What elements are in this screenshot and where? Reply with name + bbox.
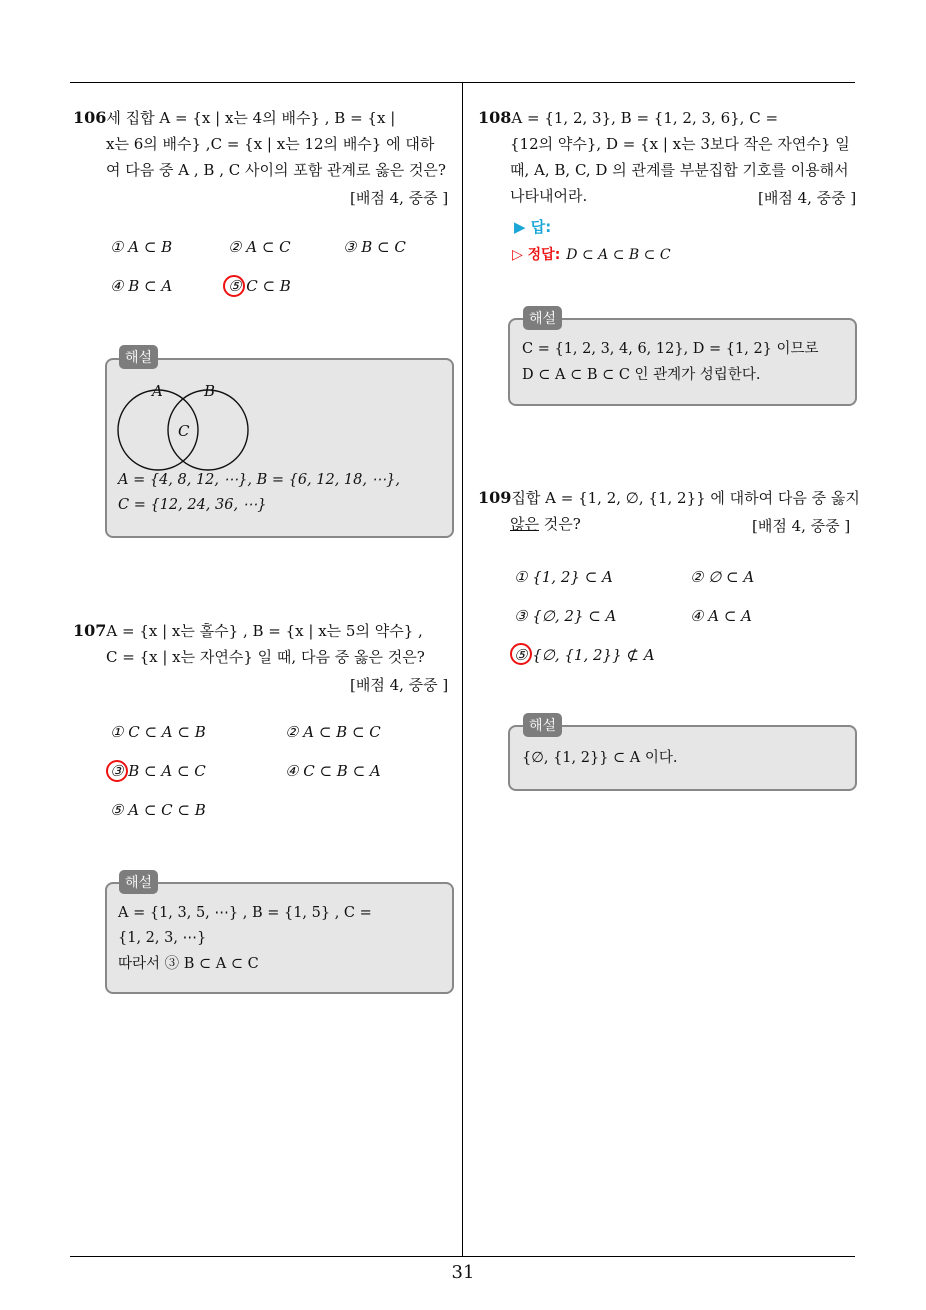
q108-line3: 때, A, B, C, D 의 관계를 부분집합 기호를 이용해서 [510,161,849,179]
q108-answer-label: ▶ 답: [514,218,552,236]
q108-correct-answer: ▷ 정답: D ⊂ A ⊂ B ⊂ C [512,247,671,263]
q107-choice-1[interactable]: ① C ⊂ A ⊂ B [110,723,206,741]
q106-answer-mark [223,275,245,297]
q106-choice-3[interactable]: ③ B ⊂ C [343,238,406,256]
q109-line1: 109집합 A = {1, 2, ∅, {1, 2}} 에 대하여 다음 중 옳지 [478,488,860,507]
q108-line1: 108A = {1, 2, 3}, B = {1, 2, 3, 6}, C = [478,108,779,127]
q109-line2: 않은 것은? [510,515,581,533]
q107-score: [배점 4, 중중 ] [350,676,449,694]
q107-line1: 107A = {x | x는 홀수} , B = {x | x는 5의 약수} , [73,621,423,640]
q107-choice-5[interactable]: ⑤ A ⊂ C ⊂ B [110,801,206,819]
q108-explain-tag: 해설 [523,306,562,330]
q109-explain-line1: {∅, {1, 2}} ⊂ A 이다. [522,750,678,766]
q106-choice-1[interactable]: ① A ⊂ B [110,238,173,256]
column-divider [462,82,463,1257]
q108-line4: 나타내어라. [510,187,588,205]
q107-explain-tag: 해설 [119,870,158,894]
q107-line2: C = {x | x는 자연수} 일 때, 다음 중 옳은 것은? [106,648,425,666]
q106-line3: 여 다음 중 A , B , C 사이의 포함 관계로 옳은 것은? [106,161,446,179]
q107-explain-line3: 따라서 ③ B ⊂ A ⊂ C [118,956,259,972]
venn-label-b: B [204,382,216,400]
venn-label-a: A [152,382,163,400]
q109-choice-5[interactable]: ⑤ {∅, {1, 2}} ⊄ A [514,646,655,664]
q108-number: 108 [478,108,512,127]
q109-answer-mark [510,643,532,665]
q106-explain-tag: 해설 [119,345,158,369]
page-number: 31 [451,1262,475,1283]
q108-line2: {12의 약수}, D = {x | x는 3보다 작은 자연수} 일 [510,135,850,153]
q109-choice-4[interactable]: ④ A ⊂ A [690,607,752,625]
q108-explain-line1: C = {1, 2, 3, 4, 6, 12}, D = {1, 2} 이므로 [522,341,819,357]
q108-correct-value: D ⊂ A ⊂ B ⊂ C [566,247,671,263]
q106-line2: x는 6의 배수} ,C = {x | x는 12의 배수} 에 대하 [106,135,435,153]
q106-choice-2[interactable]: ② A ⊂ C [228,238,291,256]
q109-number: 109 [478,488,512,507]
q107-number: 107 [73,621,107,640]
q106-choice-4[interactable]: ④ B ⊂ A [110,277,173,295]
q107-explain-line2: {1, 2, 3, ⋯} [118,930,207,946]
q109-choice-3[interactable]: ③ {∅, 2} ⊂ A [514,607,617,625]
venn-label-c: C [178,422,190,440]
q109-underlined-word: 않은 [510,515,539,533]
q106-choice-5[interactable]: ⑤ C ⊂ B [228,277,291,295]
q109-choice-1[interactable]: ① {1, 2} ⊂ A [514,568,613,586]
q109-score: [배점 4, 중중 ] [752,517,851,535]
q106-line1: 106세 집합 A = {x | x는 4의 배수} , B = {x | [73,108,396,127]
q108-explain-line2: D ⊂ A ⊂ B ⊂ C 인 관계가 성립한다. [522,367,761,383]
q106-explain-line1: A = {4, 8, 12, ⋯}, B = {6, 12, 18, ⋯}, [118,472,400,488]
q109-explain-tag: 해설 [523,713,562,737]
q107-choice-2[interactable]: ② A ⊂ B ⊂ C [285,723,381,741]
q107-choice-4[interactable]: ④ C ⊂ B ⊂ A [285,762,381,780]
q107-answer-mark [106,760,128,782]
q109-choice-2[interactable]: ② ∅ ⊂ A [690,568,755,586]
q106-score: [배점 4, 중중 ] [350,189,449,207]
q106-explain-line2: C = {12, 24, 36, ⋯} [118,497,267,513]
q106-number: 106 [73,108,107,127]
bottom-rule [70,1256,855,1257]
q107-explain-line1: A = {1, 3, 5, ⋯} , B = {1, 5} , C = [118,905,372,921]
q107-choice-3[interactable]: ③ B ⊂ A ⊂ C [110,762,206,780]
q108-score: [배점 4, 중중 ] [758,189,857,207]
